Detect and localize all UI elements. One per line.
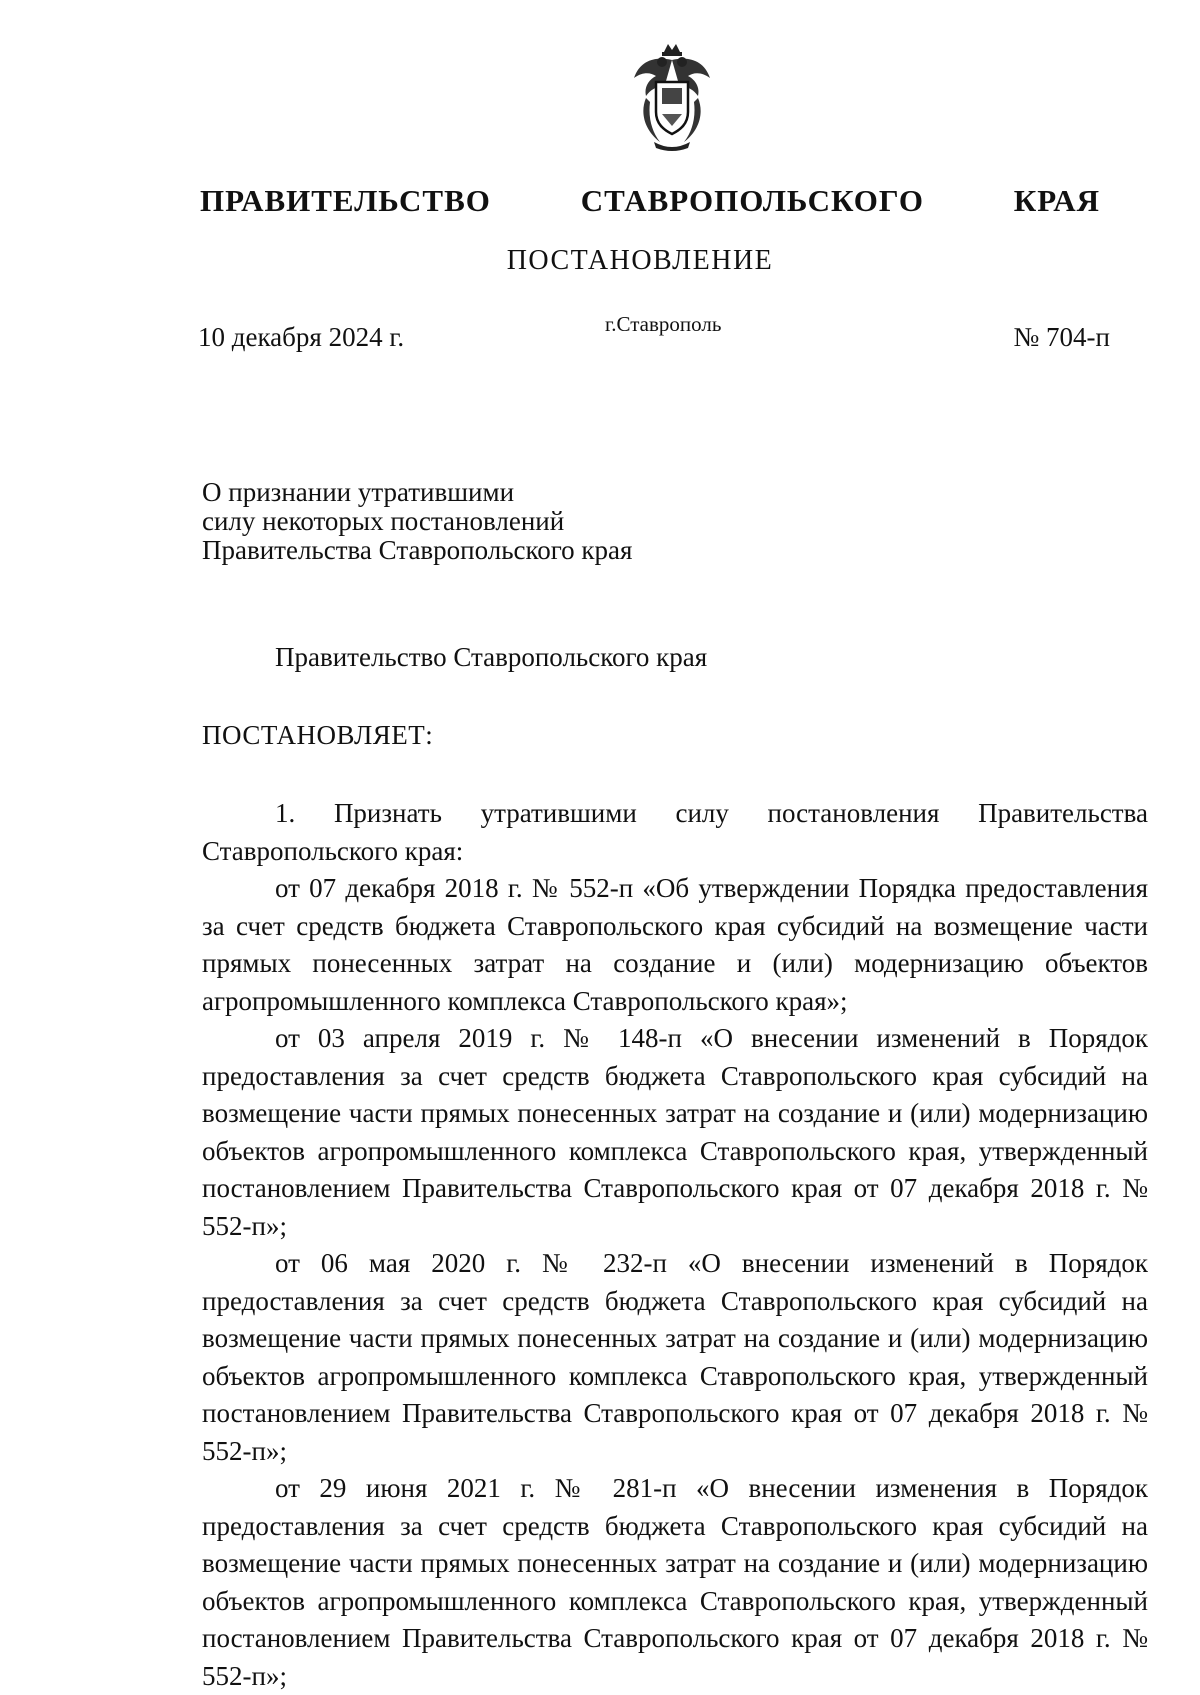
body-paragraph: от 29 июня 2021 г. № 281-п «О внесении изменения в Порядок предоставления за счет средств бюджета Ставропольского края субсидий на возмещение части прямых понесенных затрат на создание и (или) модернизацию объектов агропромышленного комплекса Ставропольского края, утвержденный постановлением Правительства Ставропольского края от 07 декабря 2018 г. № 552-п»; xyxy=(202,1473,1148,1691)
body-paragraph: от 07 декабря 2018 г. № 552-п «Об утверждении Порядка предоставления за счет средств бюджета Ставропольского края субсидий на возмещение части прямых понесенных затрат на создание и (или) модернизацию объектов агропромышленного комплекса Ставропольского края»; xyxy=(202,873,1148,1016)
organization-title xyxy=(200,183,1100,219)
coat-of-arms-icon xyxy=(626,38,718,154)
resolves-heading: ПОСТАНОВЛЯЕТ: xyxy=(202,720,434,750)
document-city: г.Ставрополь xyxy=(605,312,722,336)
document-number: № 704-п xyxy=(1013,322,1110,352)
subject-line: О признании утратившими xyxy=(202,477,515,507)
organization-title-word: СТАВРОПОЛЬСКОГО xyxy=(580,183,924,218)
document-body xyxy=(202,795,1148,1695)
document-date: 10 декабря 2024 г. xyxy=(198,322,405,352)
subject-line: силу некоторых постановлений xyxy=(202,506,565,536)
body-paragraph: от 06 мая 2020 г. № 232-п «О внесении изменений в Порядок предоставления за счет средств бюджета Ставропольского края субсидий на возмещение части прямых понесенных затрат на создание и (или) модернизацию объектов агропромышленного комплекса Ставропольского края, утвержденный постановлением Правительства Ставропольского края от 07 декабря 2018 г. № 552-п»; xyxy=(202,1248,1148,1466)
document-type: ПОСТАНОВЛЕНИЕ xyxy=(506,245,774,276)
body-paragraph: 1. Признать утратившими силу постановления Правительства Ставропольского края: xyxy=(202,798,1148,866)
organization-title-word: ПРАВИТЕЛЬСТВО xyxy=(200,183,491,218)
body-paragraph: от 03 апреля 2019 г. № 148-п «О внесении изменений в Порядок предоставления за счет средств бюджета Ставропольского края субсидий на возмещение части прямых понесенных затрат на создание и (или) модернизацию объектов агропромышленного комплекса Ставропольского края, утвержденный постановлением Правительства Ставропольского края от 07 декабря 2018 г. № 552-п»; xyxy=(202,1023,1148,1241)
preamble: Правительство Ставропольского края xyxy=(275,642,708,672)
subject-line: Правительства Ставропольского края xyxy=(202,535,633,565)
document-subject xyxy=(202,478,632,565)
organization-title-word: КРАЯ xyxy=(1013,183,1100,218)
